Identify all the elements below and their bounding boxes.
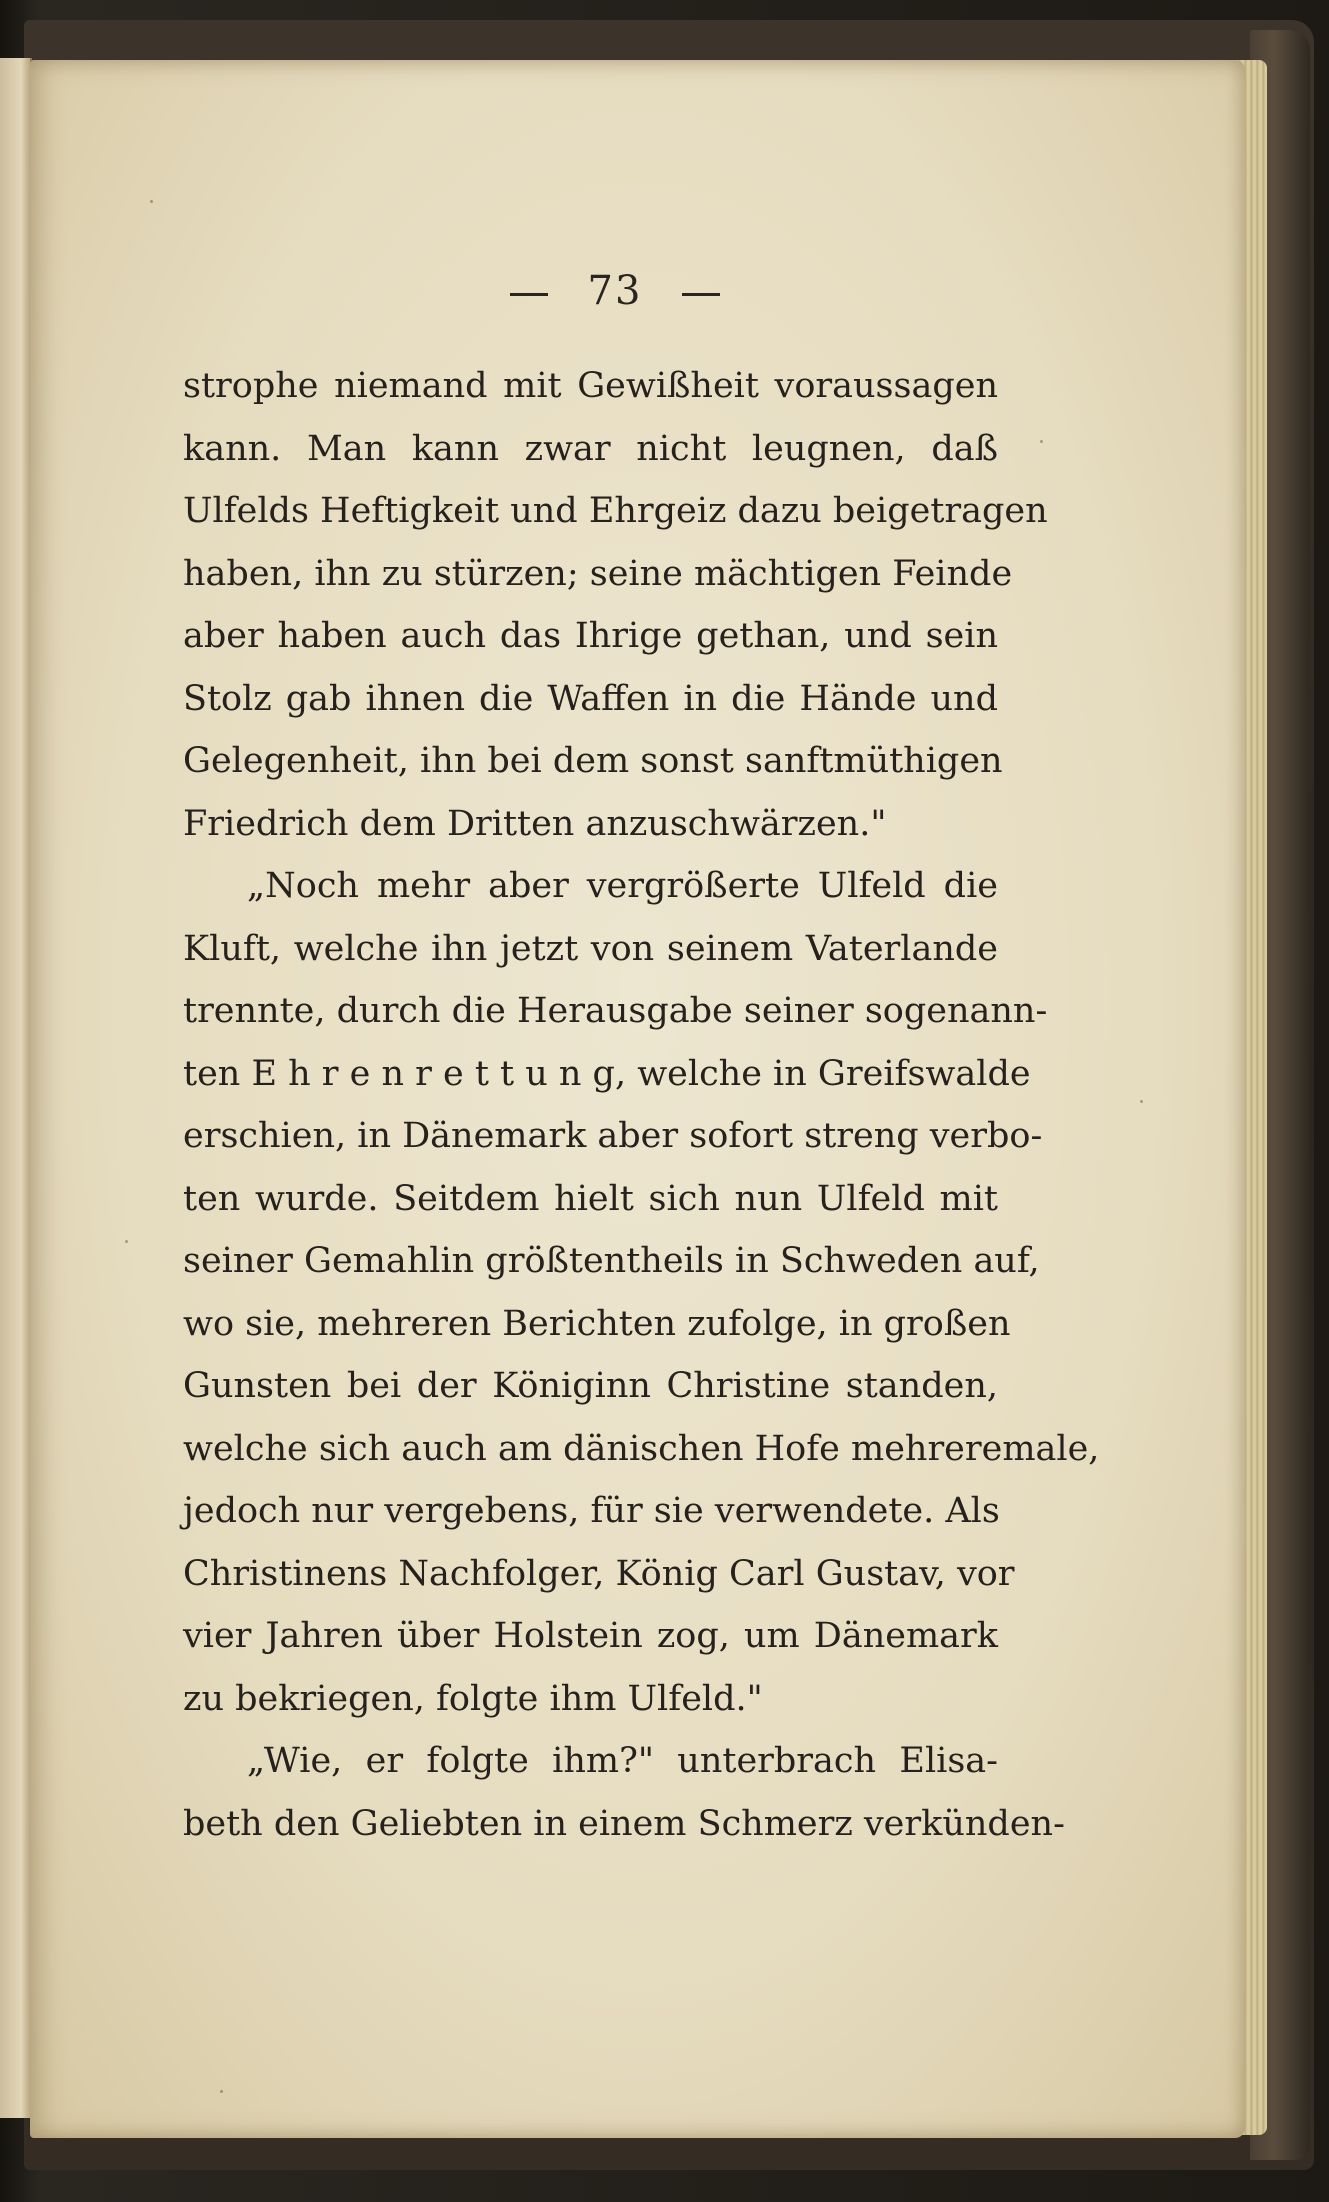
text-line: trennte, durch die Herausgabe seiner sogenann- bbox=[183, 991, 1048, 1031]
page-number-header bbox=[180, 268, 1050, 314]
text-line: welche sich auch am dänischen Hofe mehreremale, bbox=[183, 1428, 1100, 1469]
text-line: vier Jahren über Holstein zog, um Dänemark bbox=[183, 1616, 998, 1656]
paper-speck bbox=[150, 200, 153, 203]
text-line: „Wie, er folgte ihm?" unterbrach Elisa- bbox=[247, 1741, 998, 1781]
text-line: ten wurde. Seitdem hielt sich nun Ulfeld mit bbox=[183, 1178, 998, 1219]
text-line: Gunsten bei der Königinn Christine standen, bbox=[183, 1366, 998, 1406]
paper-speck bbox=[1040, 440, 1043, 443]
paper-speck bbox=[125, 1240, 128, 1243]
text-line: Ulfelds Heftigkeit und Ehrgeiz dazu beigetragen bbox=[183, 491, 1048, 531]
text-line: seiner Gemahlin größtentheils in Schweden auf, bbox=[183, 1241, 1040, 1281]
text-line: zu bekriegen, folgte ihm Ulfeld." bbox=[183, 1678, 763, 1719]
header-dash-right bbox=[682, 293, 720, 296]
text-line: ten E h r e n r e t t u n g, welche in Greifswalde bbox=[183, 1053, 1031, 1094]
text-line: aber haben auch das Ihrige gethan, und sein bbox=[183, 616, 998, 656]
paper-speck bbox=[1140, 1100, 1143, 1103]
text-line: erschien, in Dänemark aber sofort streng verbo- bbox=[183, 1116, 1043, 1156]
text-line: Christinens Nachfolger, König Carl Gustav, vor bbox=[183, 1553, 1015, 1594]
text-line: strophe niemand mit Gewißheit voraussagen bbox=[183, 366, 998, 406]
text-line: wo sie, mehreren Berichten zufolge, in großen bbox=[183, 1303, 1011, 1344]
text-line: jedoch nur vergebens, für sie verwendete. Als bbox=[183, 1491, 1000, 1531]
text-line: Gelegenheit, ihn bei dem sonst sanftmüthigen bbox=[183, 741, 1003, 781]
header-dash-left bbox=[510, 293, 548, 296]
paper-speck bbox=[220, 2090, 223, 2093]
text-line: „Noch mehr aber vergrößerte Ulfeld die bbox=[247, 866, 998, 906]
text-line: haben, ihn zu stürzen; seine mächtigen Feinde bbox=[183, 553, 1013, 594]
facing-page-edge bbox=[0, 58, 32, 2118]
text-line: beth den Geliebten in einem Schmerz verkünden- bbox=[183, 1803, 1065, 1844]
text-line: Stolz gab ihnen die Waffen in die Hände und bbox=[183, 678, 998, 719]
text-line: kann. Man kann zwar nicht leugnen, daß bbox=[183, 428, 998, 469]
body-text bbox=[183, 355, 1100, 1855]
text-line: Kluft, welche ihn jetzt von seinem Vaterlande bbox=[183, 928, 998, 969]
page-number: 73 bbox=[587, 268, 643, 314]
text-line: Friedrich dem Dritten anzuschwärzen." bbox=[183, 803, 887, 844]
